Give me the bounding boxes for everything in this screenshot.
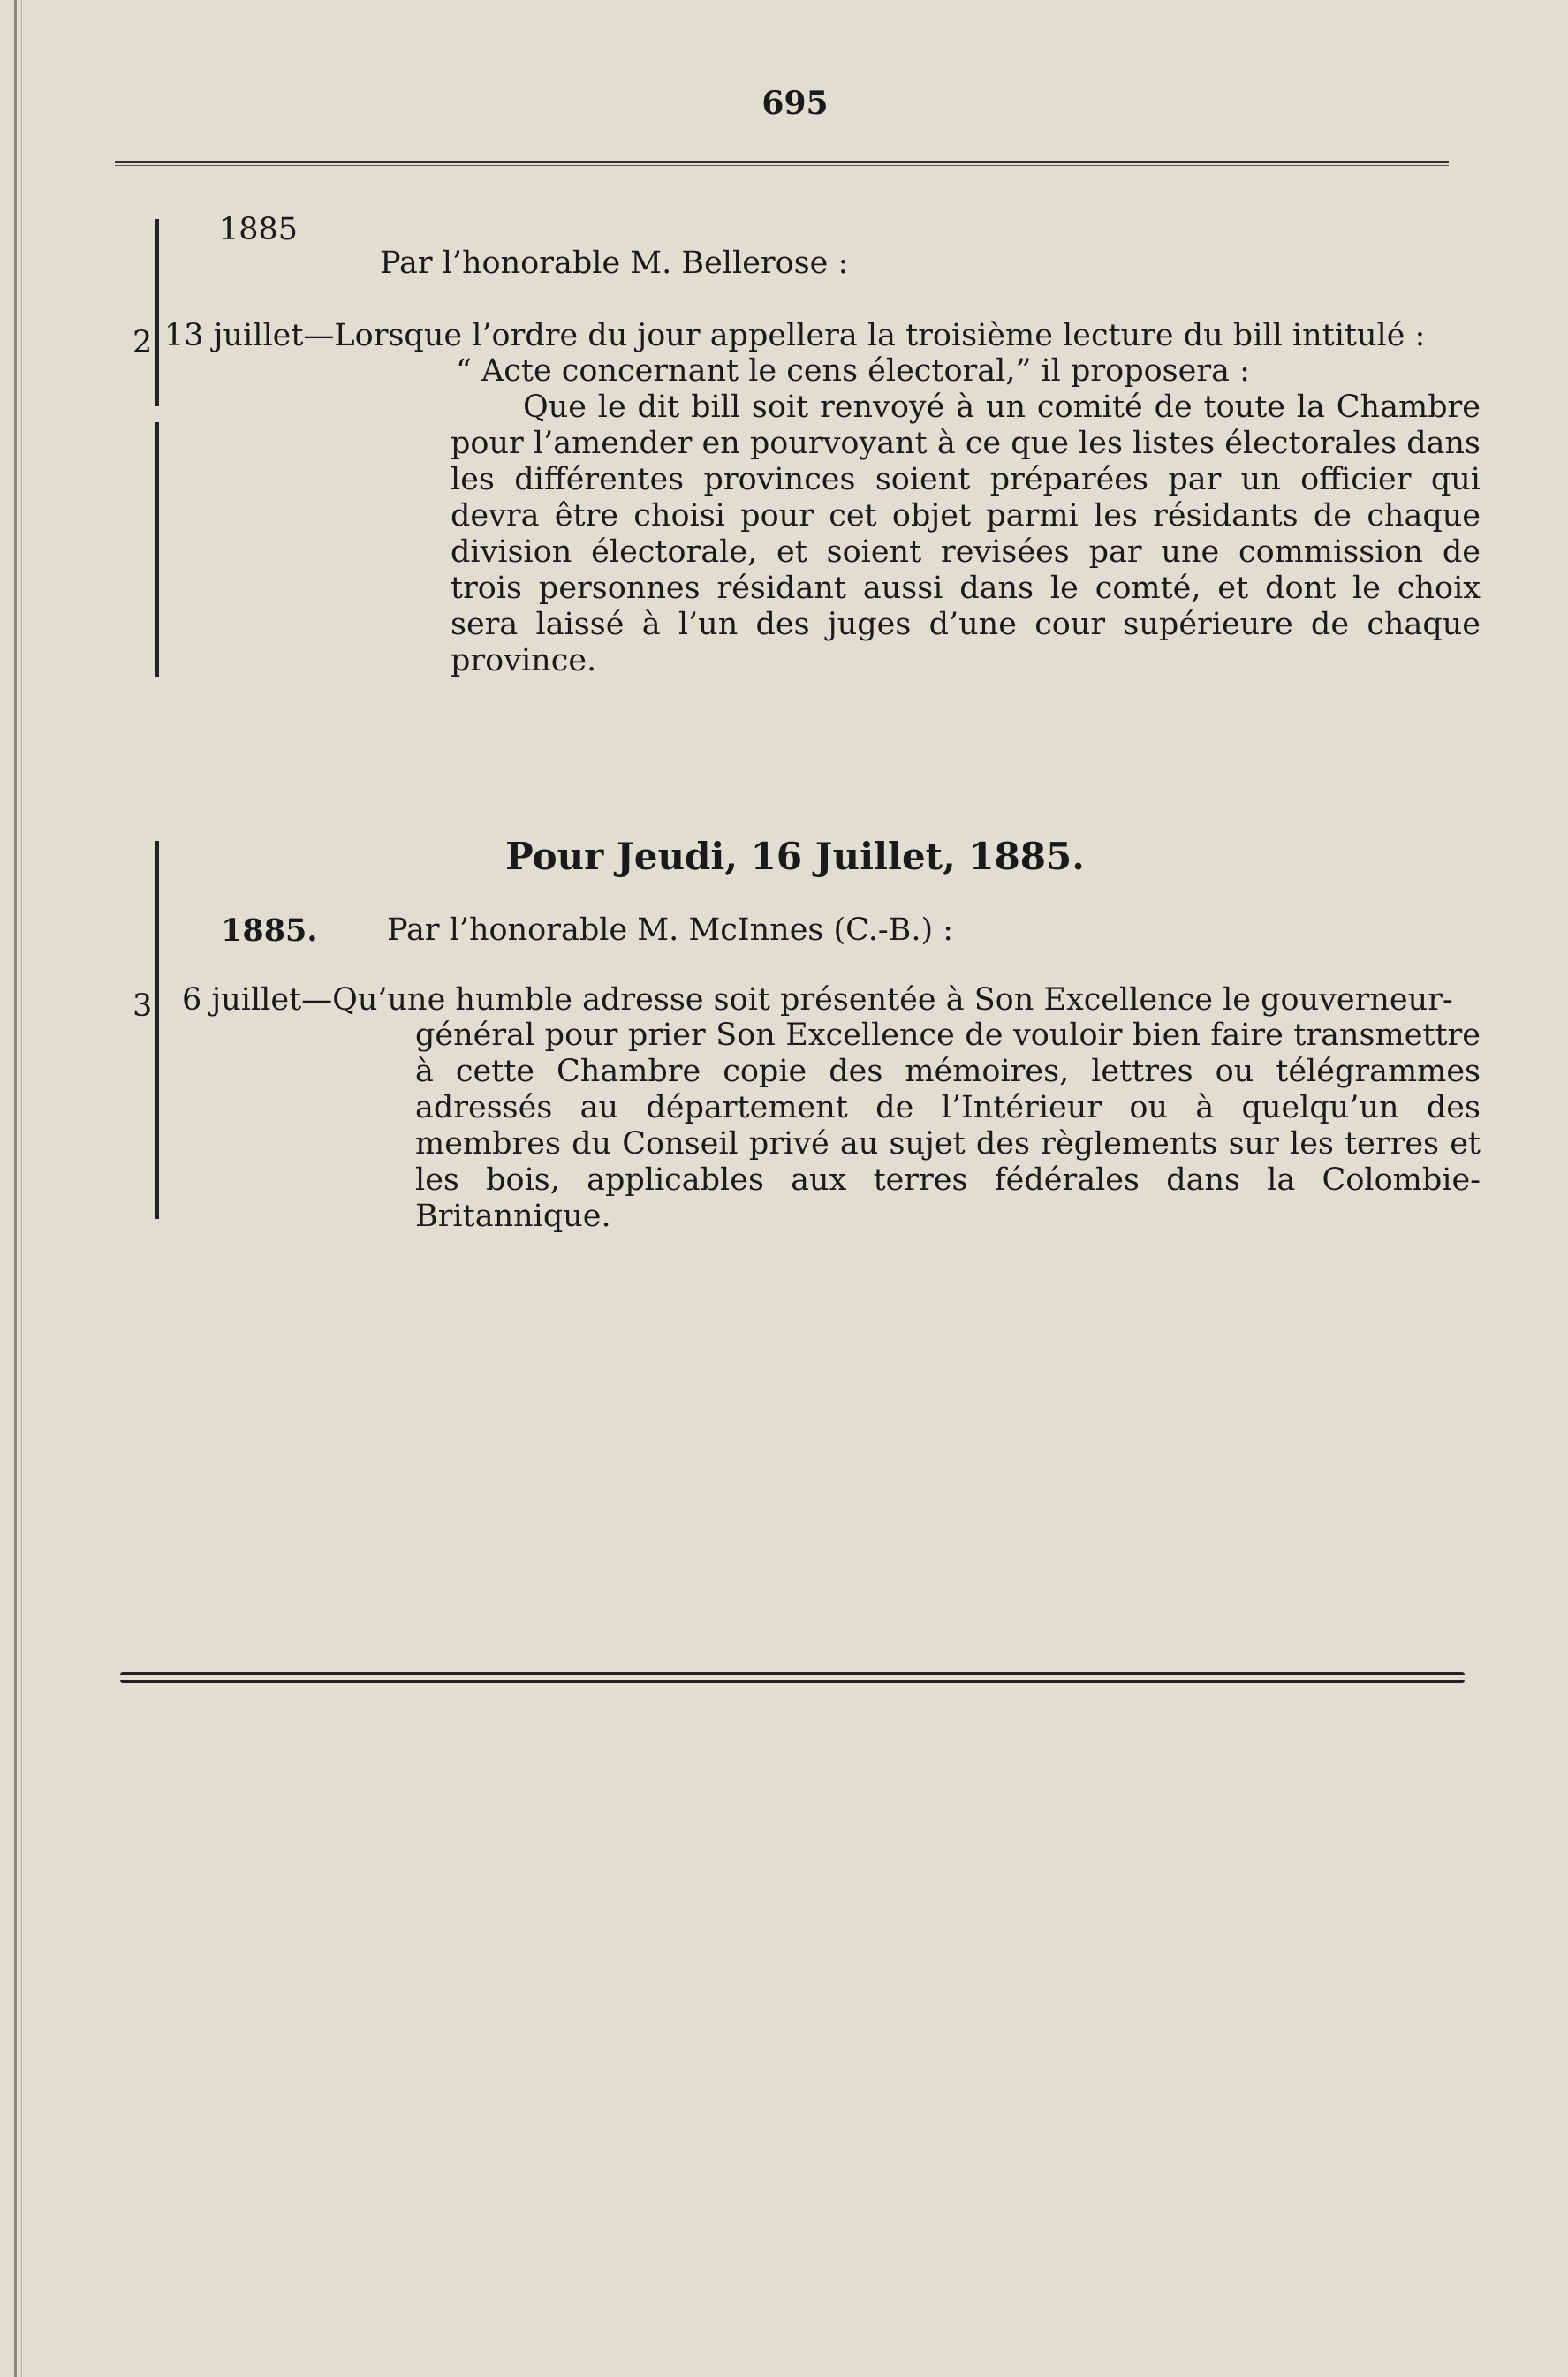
margin-bar [155, 219, 159, 406]
page-number: 695 [761, 85, 829, 122]
binding-edge-inner [21, 0, 22, 2377]
binding-edge [14, 0, 17, 2377]
entry2-number: 3 [133, 988, 153, 1024]
entry1-year: 1885 [219, 212, 299, 247]
margin-bar [155, 422, 159, 677]
entry1-body: Que le dit bill soit renvoyé à un comité de toute la Chambre pour l’amender en pourvoyant à ce que les listes électorales dans les différentes provinces soient préparées par un officier qui devra être choisi pour cet objet parmi les résidants de chaque division électorale, et soient revisées par une commission de trois personnes résidant aussi dans le comté, et dont le choix sera laissé à l’un des juges d’une cour supérieure de chaque province. [451, 390, 1481, 678]
entry1-number: 2 [133, 325, 153, 360]
entry2-body: général pour prier Son Excellence de vouloir bien faire transmettre à cette Chambre copie des mémoires, lettres ou télégrammes adressés au département de l’Intérieur ou à quelqu’un des membres du Conseil privé au sujet des règlements sur les terres et les bois, applicables aux terres fédérales dans la Colombie-Britannique. [415, 1018, 1481, 1234]
entry1-author: Par l’honorable M. Bellerose : [380, 246, 849, 281]
entry2-author: Par l’honorable M. McInnes (C.-B.) : [387, 912, 954, 948]
entry1-bill-title: “ Acte concernant le cens électoral,” il proposera : [456, 353, 1250, 389]
entry2-year: 1885. [221, 912, 318, 949]
margin-bar [155, 841, 159, 1219]
entry1-date-line: 13 juillet—Lorsque l’ordre du jour appellera la troisième lecture du bill intitulé : [164, 318, 1426, 353]
section-heading: Pour Jeudi, 16 Juillet, 1885. [505, 835, 1085, 878]
header-rule [115, 161, 1449, 166]
entry2-date-line: 6 juillet—Qu’une humble adresse soit présentée à Son Excellence le gouverneur- [182, 982, 1453, 1018]
footer-rule [120, 1672, 1465, 1683]
